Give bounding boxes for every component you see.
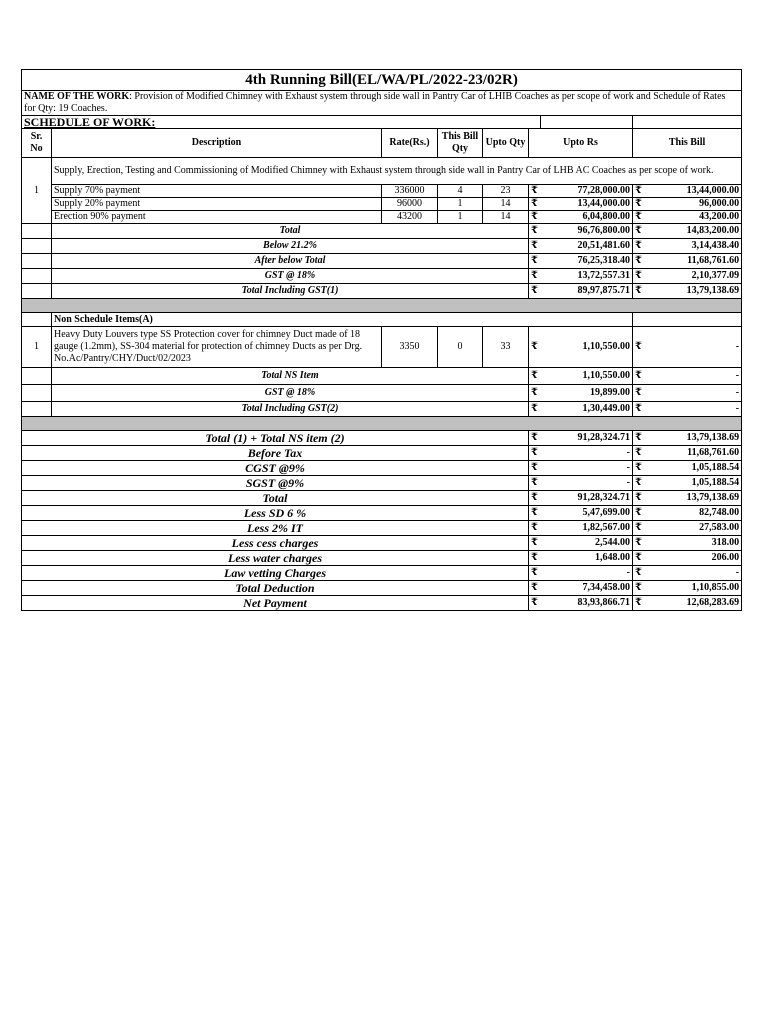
summary-row bbox=[22, 506, 742, 521]
rupee-symbol: ₹ bbox=[529, 254, 541, 269]
total-label: Total bbox=[52, 224, 529, 239]
item-upto-qty: 14 bbox=[483, 198, 529, 211]
rupee-symbol: ₹ bbox=[529, 224, 541, 239]
summary-upto: 7,34,458.00 bbox=[541, 581, 633, 596]
running-bill-table bbox=[21, 69, 742, 611]
total-gst2-this: - bbox=[645, 402, 742, 417]
item-upto-qty: 14 bbox=[483, 211, 529, 224]
rupee-symbol: ₹ bbox=[633, 269, 645, 284]
ns-item-upto-rs: 1,10,550.00 bbox=[541, 327, 633, 368]
bill-title: 4th Running Bill(EL/WA/PL/2022-23/02R) bbox=[22, 70, 742, 91]
item-rate: 96000 bbox=[382, 198, 438, 211]
rupee-symbol: ₹ bbox=[633, 476, 645, 491]
ns-item-rate: 3350 bbox=[382, 327, 438, 368]
item-rate: 43200 bbox=[382, 211, 438, 224]
summary-row bbox=[22, 461, 742, 476]
rupee-symbol: ₹ bbox=[633, 551, 645, 566]
rupee-symbol: ₹ bbox=[633, 284, 645, 299]
item-desc: Erection 90% payment bbox=[52, 211, 382, 224]
item-this-qty: 4 bbox=[438, 185, 483, 198]
summary-upto: 5,47,699.00 bbox=[541, 506, 633, 521]
header-description: Description bbox=[52, 129, 382, 158]
total-row bbox=[22, 224, 742, 239]
rupee-symbol: ₹ bbox=[529, 402, 541, 417]
rupee-symbol: ₹ bbox=[633, 185, 645, 198]
rupee-symbol: ₹ bbox=[529, 239, 541, 254]
item-upto-rs: 6,04,800.00 bbox=[541, 211, 633, 224]
summary-row bbox=[22, 536, 742, 551]
rupee-symbol: ₹ bbox=[529, 566, 541, 581]
summary-this: 13,79,138.69 bbox=[645, 491, 742, 506]
schedule-of-work-label: SCHEDULE OF WORK: bbox=[22, 116, 541, 129]
summary-label: Law vetting Charges bbox=[22, 566, 529, 581]
gst-upto: 13,72,557.31 bbox=[541, 269, 633, 284]
summary-upto: 1,648.00 bbox=[541, 551, 633, 566]
ns-item-upto-qty: 33 bbox=[483, 327, 529, 368]
summary-this: 1,05,188.54 bbox=[645, 461, 742, 476]
table-row bbox=[22, 185, 742, 198]
rupee-symbol: ₹ bbox=[529, 536, 541, 551]
rupee-symbol: ₹ bbox=[529, 185, 541, 198]
below-this: 3,14,438.40 bbox=[645, 239, 742, 254]
summary-row bbox=[22, 581, 742, 596]
summary-row bbox=[22, 551, 742, 566]
summary-label: Total Deduction bbox=[22, 581, 529, 596]
rupee-symbol: ₹ bbox=[633, 581, 645, 596]
ns-item-sr: 1 bbox=[22, 327, 52, 368]
summary-this: 1,10,855.00 bbox=[645, 581, 742, 596]
summary-upto: - bbox=[541, 476, 633, 491]
summary-row bbox=[22, 521, 742, 536]
schedule-description: Supply, Erection, Testing and Commissioning of Modified Chimney with Exhaust system through side wall in Pantry Car of LHB AC Coaches as per scope of work. bbox=[52, 158, 742, 185]
ns-gst-this: - bbox=[645, 385, 742, 402]
header-upto-qty: Upto Qty bbox=[483, 129, 529, 158]
rupee-symbol: ₹ bbox=[633, 431, 645, 446]
item-this-bill: 96,000.00 bbox=[645, 198, 742, 211]
summary-upto: 91,28,324.71 bbox=[541, 491, 633, 506]
total-gst1-this: 13,79,138.69 bbox=[645, 284, 742, 299]
schedule-main-row bbox=[22, 158, 742, 185]
gst-row bbox=[22, 269, 742, 284]
rupee-symbol: ₹ bbox=[633, 596, 645, 611]
item-desc: Supply 20% payment bbox=[52, 198, 382, 211]
summary-label: Total (1) + Total NS item (2) bbox=[22, 431, 529, 446]
summary-label: SGST @9% bbox=[22, 476, 529, 491]
summary-upto: - bbox=[541, 461, 633, 476]
summary-upto: 1,82,567.00 bbox=[541, 521, 633, 536]
non-schedule-heading: Non Schedule Items(A) bbox=[52, 313, 633, 327]
summary-row bbox=[22, 431, 742, 446]
ns-gst-label: GST @ 18% bbox=[52, 385, 529, 402]
after-below-row bbox=[22, 254, 742, 269]
non-schedule-heading-row bbox=[22, 313, 742, 327]
rupee-symbol: ₹ bbox=[529, 431, 541, 446]
summary-this: 318.00 bbox=[645, 536, 742, 551]
summary-this: 82,748.00 bbox=[645, 506, 742, 521]
total-ns-row bbox=[22, 368, 742, 385]
summary-upto: 91,28,324.71 bbox=[541, 431, 633, 446]
after-below-this: 11,68,761.60 bbox=[645, 254, 742, 269]
header-this-bill-qty: This Bill Qty bbox=[438, 129, 483, 158]
rupee-symbol: ₹ bbox=[529, 284, 541, 299]
gst-this: 2,10,377.09 bbox=[645, 269, 742, 284]
item-this-bill: 43,200.00 bbox=[645, 211, 742, 224]
rupee-symbol: ₹ bbox=[529, 211, 541, 224]
item-desc: Supply 70% payment bbox=[52, 185, 382, 198]
rupee-symbol: ₹ bbox=[529, 491, 541, 506]
summary-this: 11,68,761.60 bbox=[645, 446, 742, 461]
summary-upto: - bbox=[541, 566, 633, 581]
rupee-symbol: ₹ bbox=[633, 566, 645, 581]
item-upto-qty: 23 bbox=[483, 185, 529, 198]
rupee-symbol: ₹ bbox=[529, 476, 541, 491]
rupee-symbol: ₹ bbox=[633, 239, 645, 254]
ns-item-this-qty: 0 bbox=[438, 327, 483, 368]
below-label: Below 21.2% bbox=[52, 239, 529, 254]
below-upto: 20,51,481.60 bbox=[541, 239, 633, 254]
header-this-bill: This Bill bbox=[633, 129, 742, 158]
rupee-symbol: ₹ bbox=[633, 254, 645, 269]
rupee-symbol: ₹ bbox=[633, 446, 645, 461]
rupee-symbol: ₹ bbox=[633, 327, 645, 368]
rupee-symbol: ₹ bbox=[529, 521, 541, 536]
rupee-symbol: ₹ bbox=[633, 368, 645, 385]
rupee-symbol: ₹ bbox=[529, 581, 541, 596]
summary-upto: - bbox=[541, 446, 633, 461]
rupee-symbol: ₹ bbox=[633, 385, 645, 402]
name-of-work bbox=[22, 91, 742, 116]
ns-gst-upto: 19,899.00 bbox=[541, 385, 633, 402]
net-payment-row bbox=[22, 596, 742, 611]
column-headers bbox=[22, 129, 742, 158]
summary-this: 27,583.00 bbox=[645, 521, 742, 536]
total-gst2-upto: 1,30,449.00 bbox=[541, 402, 633, 417]
rupee-symbol: ₹ bbox=[529, 269, 541, 284]
rupee-symbol: ₹ bbox=[529, 385, 541, 402]
ns-item-desc: Heavy Duty Louvers type SS Protection cover for chimney Duct made of 18 gauge (1.2mm), SS-304 material for protection of chimney Ducts as per Drg. No.Ac/Pantry/CHY/Duct/02/2023 bbox=[52, 327, 382, 368]
separator-row bbox=[22, 299, 742, 313]
item-rate: 336000 bbox=[382, 185, 438, 198]
rupee-symbol: ₹ bbox=[633, 506, 645, 521]
after-below-label: After below Total bbox=[52, 254, 529, 269]
rupee-symbol: ₹ bbox=[633, 224, 645, 239]
total-gst2-row bbox=[22, 402, 742, 417]
net-payment-label: Net Payment bbox=[22, 596, 529, 611]
summary-row bbox=[22, 446, 742, 461]
item-this-bill: 13,44,000.00 bbox=[645, 185, 742, 198]
net-payment-this: 12,68,283.69 bbox=[645, 596, 742, 611]
total-ns-label: Total NS Item bbox=[52, 368, 529, 385]
summary-row bbox=[22, 566, 742, 581]
summary-row bbox=[22, 491, 742, 506]
item-this-qty: 1 bbox=[438, 211, 483, 224]
header-rate: Rate(Rs.) bbox=[382, 129, 438, 158]
summary-label: Less 2% IT bbox=[22, 521, 529, 536]
total-this: 14,83,200.00 bbox=[645, 224, 742, 239]
rupee-symbol: ₹ bbox=[529, 506, 541, 521]
summary-label: Before Tax bbox=[22, 446, 529, 461]
rupee-symbol: ₹ bbox=[529, 327, 541, 368]
separator-row bbox=[22, 417, 742, 431]
ns-item-this-bill: - bbox=[645, 327, 742, 368]
rupee-symbol: ₹ bbox=[529, 461, 541, 476]
item-upto-rs: 77,28,000.00 bbox=[541, 185, 633, 198]
header-upto-rs: Upto Rs bbox=[529, 129, 633, 158]
summary-label: CGST @9% bbox=[22, 461, 529, 476]
table-row bbox=[22, 211, 742, 224]
table-row bbox=[22, 327, 742, 368]
table-row bbox=[22, 198, 742, 211]
rupee-symbol: ₹ bbox=[529, 446, 541, 461]
below-row bbox=[22, 239, 742, 254]
item-this-qty: 1 bbox=[438, 198, 483, 211]
total-gst1-row bbox=[22, 284, 742, 299]
rupee-symbol: ₹ bbox=[529, 368, 541, 385]
rupee-symbol: ₹ bbox=[633, 211, 645, 224]
summary-upto: 2,544.00 bbox=[541, 536, 633, 551]
after-below-upto: 76,25,318.40 bbox=[541, 254, 633, 269]
rupee-symbol: ₹ bbox=[529, 596, 541, 611]
rupee-symbol: ₹ bbox=[633, 521, 645, 536]
name-of-work-label: NAME OF THE WORK bbox=[24, 91, 130, 102]
summary-label: Less SD 6 % bbox=[22, 506, 529, 521]
rupee-symbol: ₹ bbox=[633, 461, 645, 476]
total-ns-upto: 1,10,550.00 bbox=[541, 368, 633, 385]
summary-label: Less cess charges bbox=[22, 536, 529, 551]
rupee-symbol: ₹ bbox=[529, 198, 541, 211]
header-sr-no: Sr. No bbox=[22, 129, 52, 158]
rupee-symbol: ₹ bbox=[633, 198, 645, 211]
name-of-work-text: : Provision of Modified Chimney with Exhaust system through side wall in Pantry Car of LHIB Coaches as per scope of work and Schedule of Rates for Qty: 19 Coaches. bbox=[24, 91, 726, 114]
rupee-symbol: ₹ bbox=[529, 551, 541, 566]
total-gst1-upto: 89,97,875.71 bbox=[541, 284, 633, 299]
total-gst2-label: Total Including GST(2) bbox=[52, 402, 529, 417]
net-payment-upto: 83,93,866.71 bbox=[541, 596, 633, 611]
ns-gst-row bbox=[22, 385, 742, 402]
summary-this: 1,05,188.54 bbox=[645, 476, 742, 491]
schedule-sr: 1 bbox=[22, 158, 52, 224]
total-ns-this: - bbox=[645, 368, 742, 385]
rupee-symbol: ₹ bbox=[633, 491, 645, 506]
item-upto-rs: 13,44,000.00 bbox=[541, 198, 633, 211]
summary-this: - bbox=[645, 566, 742, 581]
total-gst1-label: Total Including GST(1) bbox=[52, 284, 529, 299]
summary-label: Less water charges bbox=[22, 551, 529, 566]
summary-row bbox=[22, 476, 742, 491]
rupee-symbol: ₹ bbox=[633, 402, 645, 417]
summary-this: 206.00 bbox=[645, 551, 742, 566]
gst-label: GST @ 18% bbox=[52, 269, 529, 284]
summary-label: Total bbox=[22, 491, 529, 506]
rupee-symbol: ₹ bbox=[633, 536, 645, 551]
summary-this: 13,79,138.69 bbox=[645, 431, 742, 446]
total-upto: 96,76,800.00 bbox=[541, 224, 633, 239]
